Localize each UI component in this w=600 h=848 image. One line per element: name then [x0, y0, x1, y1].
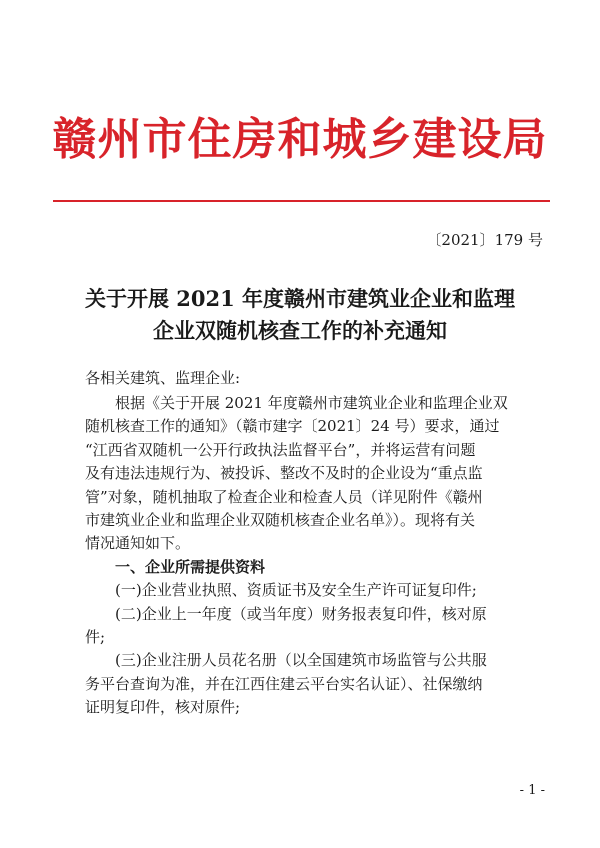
title-line-2: 企业双随机核查工作的补充通知 [153, 318, 447, 343]
body-line: 情况通知如下。 [85, 534, 191, 553]
body-line: (一)企业营业执照、资质证书及安全生产许可证复印件; [115, 581, 477, 600]
salutation: 各相关建筑、监理企业: [85, 369, 241, 387]
body-line: 管”对象，随机抽取了检查企业和检查人员（详见附件《赣州 [85, 487, 483, 506]
body-line: 证明复印件，核对原件; [85, 698, 241, 717]
body-line: “江西省双随机一公开行政执法监督平台”，并将运营有问题 [85, 440, 476, 459]
document-number: 〔2021〕179 号 [426, 231, 543, 249]
red-divider-line [53, 200, 550, 202]
body-line: (二)企业上一年度（或当年度）财务报表复印件，核对原 [115, 604, 487, 623]
title-line-1: 关于开展 2021 年度赣州市建筑业企业和监理 [84, 286, 516, 311]
body-line: 及有违法违规行为、被投诉、整改不及时的企业设为“重点监 [85, 464, 483, 483]
body-line: 根据《关于开展 2021 年度赣州市建筑业企业和监理企业双 [115, 394, 508, 412]
body-line: 务平台查询为准，并在江西住建云平台实名认证）、社保缴纳 [85, 674, 483, 693]
body-line: 件; [85, 627, 106, 646]
body-line: 市建筑业企业和监理企业双随机核查企业名单》）。现将有关 [85, 510, 476, 529]
page-number: - 1 - [519, 783, 545, 798]
section-heading: 一、企业所需提供资料 [115, 557, 266, 576]
body-line: (三)企业注册人员花名册（以全国建筑市场监管与公共服 [115, 651, 487, 670]
org-name-header: 赣州市住房和城乡建设局 [52, 114, 548, 165]
body-text [85, 392, 525, 719]
document-title [40, 283, 560, 347]
body-line: 随机核查工作的通知》（赣市建字〔2021〕24 号）要求，通过 [85, 417, 500, 436]
